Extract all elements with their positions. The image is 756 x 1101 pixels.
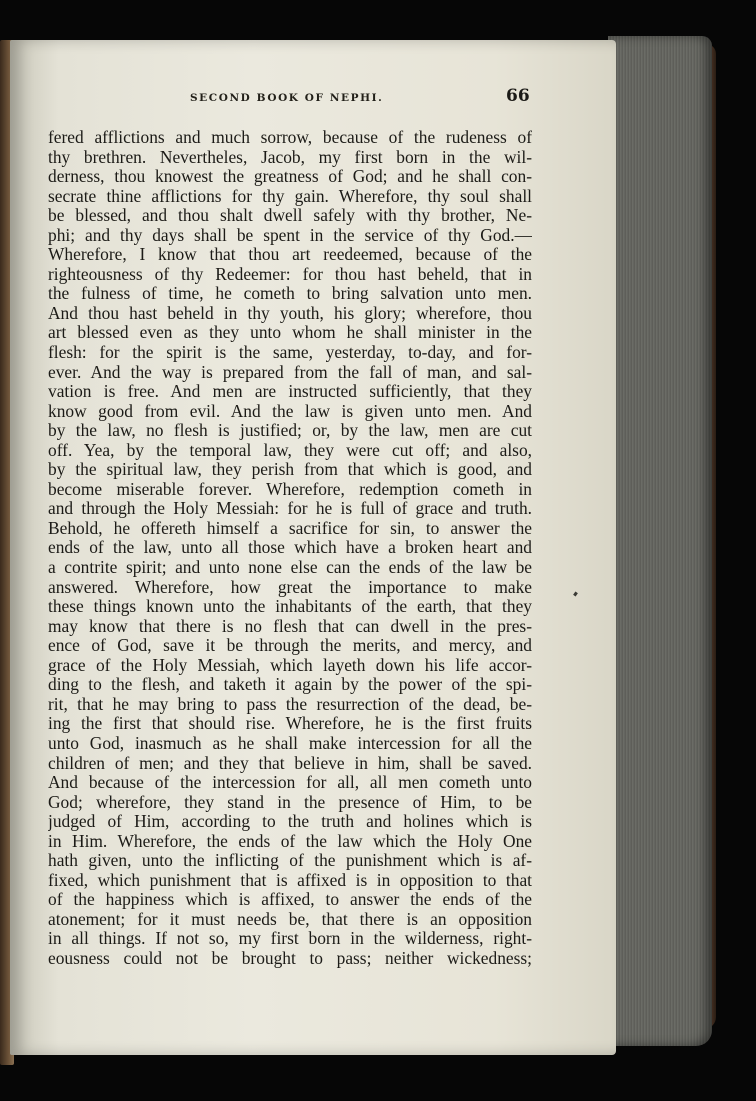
text-line: answered. Wherefore, how great the importance to make bbox=[48, 577, 532, 597]
running-head: SECOND BOOK OF NEPHI. bbox=[190, 92, 384, 104]
text-line: may know that there is no flesh that can dwell in the pres- bbox=[48, 616, 532, 636]
text-line: hath given, unto the inflicting of the punishment which is af- bbox=[48, 851, 532, 871]
text-line: become miserable forever. Wherefore, redemption cometh in bbox=[48, 479, 532, 499]
text-line: a contrite spirit; and unto none else can the ends of the law be bbox=[48, 558, 532, 578]
text-line: in all things. If not so, my first born in the wilderness, right- bbox=[48, 929, 532, 949]
text-line: ence of God, save it be through the merits, and mercy, and bbox=[48, 636, 532, 656]
text-line: And because of the intercession for all, all men cometh unto bbox=[48, 773, 532, 793]
text-line: derness, thou knowest the greatness of God; and he shall con- bbox=[48, 167, 532, 187]
text-line: ding to the flesh, and taketh it again by the power of the spi- bbox=[48, 675, 532, 695]
text-line: fered afflictions and much sorrow, because of the rudeness of bbox=[48, 128, 532, 147]
text-line: of the happiness which is affixed, to answer the ends of the bbox=[48, 890, 532, 910]
text-line: the fulness of time, he cometh to bring salvation unto men. bbox=[48, 284, 532, 304]
text-line: these things known unto the inhabitants of the earth, that they bbox=[48, 597, 532, 617]
text-line: fixed, which punishment that is affixed is in opposition to that bbox=[48, 870, 532, 890]
text-line: be blessed, and thou shalt dwell safely with thy brother, Ne- bbox=[48, 206, 532, 226]
text-line: ends of the law, unto all those which have a broken heart and bbox=[48, 538, 532, 558]
text-line: by the law, no flesh is justified; or, by the law, men are cut bbox=[48, 421, 532, 441]
text-line: art blessed even as they unto whom he shall minister in the bbox=[48, 323, 532, 343]
page-block-edges bbox=[608, 36, 712, 1046]
text-line: ever. And the way is prepared from the fall of man, and sal- bbox=[48, 362, 532, 382]
text-line: righteousness of thy Redeemer: for thou hast beheld, that in bbox=[48, 264, 532, 284]
text-line: secrate thine afflictions for thy gain. Wherefore, thy soul shall bbox=[48, 186, 532, 206]
text-line: phi; and thy days shall be spent in the service of thy God.— bbox=[48, 225, 532, 245]
body-text bbox=[48, 128, 532, 969]
text-line: vation is free. And men are instructed sufficiently, that they bbox=[48, 382, 532, 402]
text-line: Behold, he offereth himself a sacrifice for sin, to answer the bbox=[48, 518, 532, 538]
text-line: ing the first that should rise. Wherefore, he is the first fruits bbox=[48, 714, 532, 734]
text-line: rit, that he may bring to pass the resurrection of the dead, be- bbox=[48, 694, 532, 714]
page-number: 66 bbox=[506, 86, 530, 106]
text-line: judged of Him, according to the truth and holines which is bbox=[48, 812, 532, 832]
text-line: God; wherefore, they stand in the presence of Him, to be bbox=[48, 792, 532, 812]
text-line: and through the Holy Messiah: for he is full of grace and truth. bbox=[48, 499, 532, 519]
text-line: in Him. Wherefore, the ends of the law which the Holy One bbox=[48, 831, 532, 851]
text-line: know good from evil. And the law is given unto men. And bbox=[48, 401, 532, 421]
text-line: thy brethren. Nevertheles, Jacob, my first born in the wil- bbox=[48, 147, 532, 167]
text-line: atonement; for it must needs be, that there is an opposition bbox=[48, 909, 532, 929]
text-line: off. Yea, by the temporal law, they were cut off; and also, bbox=[48, 440, 532, 460]
text-line: flesh: for the spirit is the same, yesterday, to-day, and for- bbox=[48, 343, 532, 363]
text-line: Wherefore, I know that thou art reedeemed, because of the bbox=[48, 245, 532, 265]
text-line: unto God, inasmuch as he shall make intercession for all the bbox=[48, 733, 532, 753]
text-line: And thou hast beheld in thy youth, his glory; wherefore, thou bbox=[48, 303, 532, 323]
text-line: children of men; and they that believe in him, shall be saved. bbox=[48, 753, 532, 773]
text-line: eousness could not be brought to pass; neither wickedness; bbox=[48, 948, 532, 968]
text-line: by the spiritual law, they perish from that which is good, and bbox=[48, 460, 532, 480]
text-line: grace of the Holy Messiah, which layeth down his life accor- bbox=[48, 655, 532, 675]
